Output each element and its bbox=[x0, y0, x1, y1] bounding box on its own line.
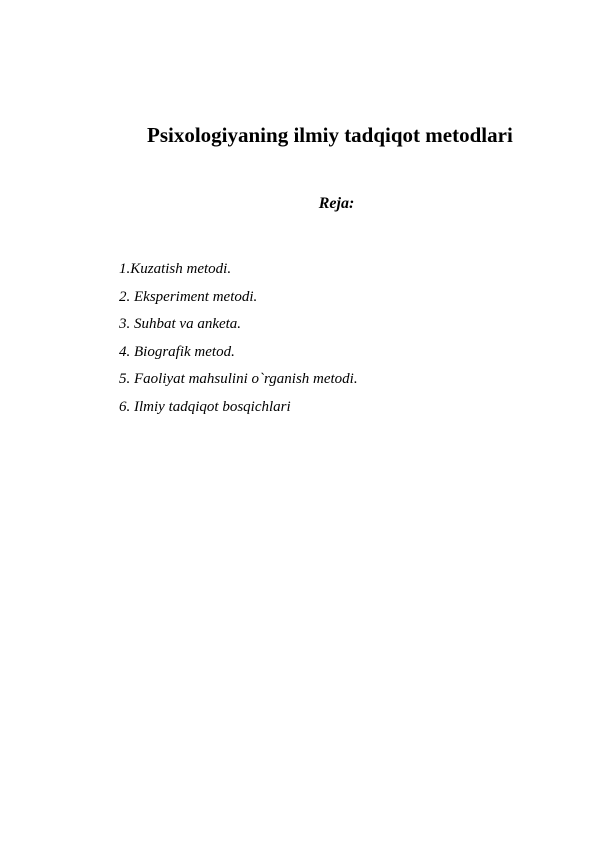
plan-item-1: 1.Kuzatish metodi. bbox=[119, 261, 232, 277]
plan-item-4: 4. Biografik metod. bbox=[119, 343, 235, 360]
plan-heading: Reja: bbox=[318, 195, 355, 212]
plan-item-2: 2. Eksperiment metodi. bbox=[119, 288, 258, 305]
document-title: Psixologiyaning ilmiy tadqiqot metodlari bbox=[147, 123, 513, 147]
plan-item-5: 5. Faoliyat mahsulini o`rganish metodi. bbox=[119, 371, 358, 388]
plan-item-3: 3. Suhbat va anketa. bbox=[119, 316, 242, 333]
plan-item-6: 6. Ilmiy tadqiqot bosqichlari bbox=[119, 398, 291, 415]
plan-list bbox=[119, 256, 358, 422]
